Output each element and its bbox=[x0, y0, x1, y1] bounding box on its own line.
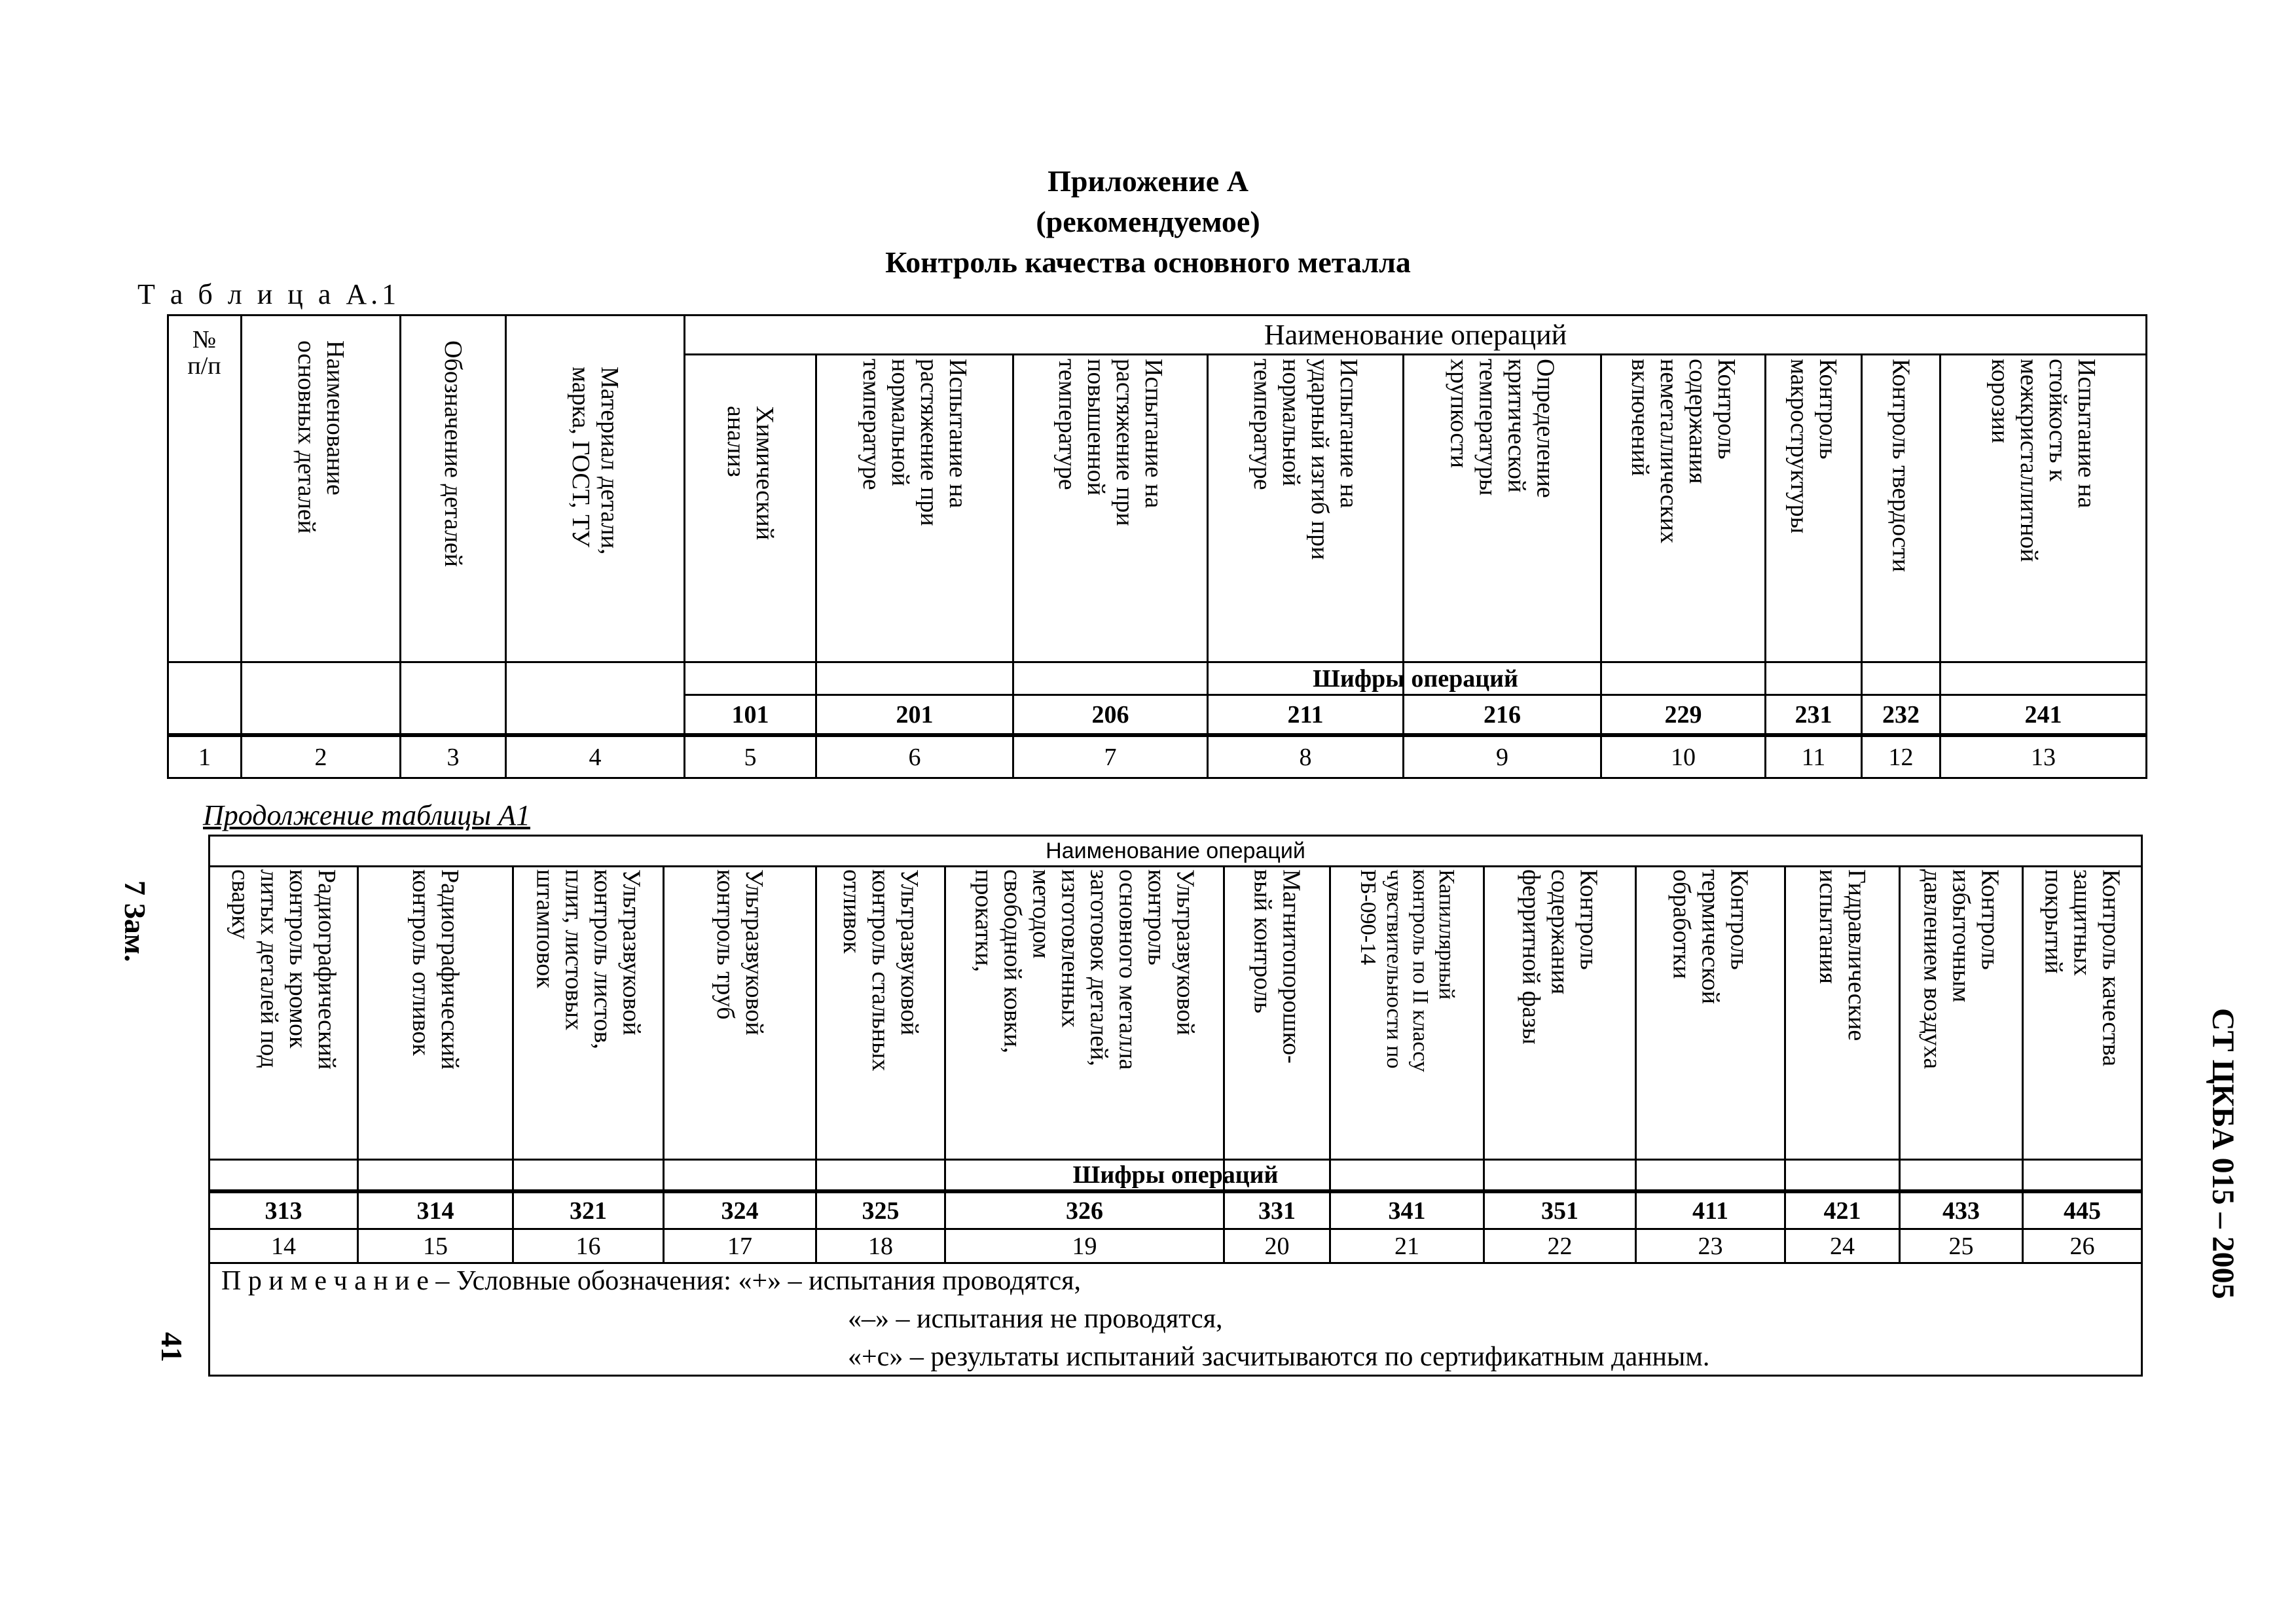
op-hardness: Контроль твердости bbox=[1887, 359, 1915, 572]
op-nonmetallic-inclusions: Контроль содержания неметаллических включений bbox=[1626, 359, 1740, 544]
op-hydraulic-tests: Гидравлические испытания bbox=[1814, 869, 1870, 1041]
op-ultrasonic-sheets: Ультразвуковой контроль листов, плит, листовых штамповок bbox=[531, 869, 646, 1049]
page-number: 41 bbox=[155, 1332, 189, 1362]
op-ultrasonic-base-metal: Ультразвуковой контроль основного металла заготовок деталей, изготовленных методом свободной ковки, прокатки, bbox=[970, 869, 1199, 1070]
op-capillary: Капиллярный контроль по II классу чувствительности по РБ-090-14 bbox=[1356, 869, 1459, 1072]
op-ultrasonic-pipes: Ультразвуковой контроль труб bbox=[712, 869, 768, 1036]
column-number: 8 bbox=[1299, 744, 1312, 771]
column-number: 14 bbox=[271, 1232, 296, 1260]
col-header-designation: Обозначение деталей bbox=[439, 340, 467, 568]
table-label: Т а б л и ц а А.1 bbox=[137, 278, 401, 310]
cipher-cell: 325 bbox=[862, 1197, 900, 1225]
col-header-material: Материал детали, марка, ГОСТ, ТУ bbox=[567, 367, 623, 555]
column-number: 26 bbox=[2069, 1232, 2095, 1260]
op-radiographic-edges: Радиографический контроль кромок литых деталей под сварку bbox=[227, 869, 340, 1070]
cipher-cell: 101 bbox=[731, 700, 769, 729]
note-line-3: «+с» – результаты испытаний засчитываются по сертификатным данным. bbox=[848, 1342, 1710, 1372]
column-number: 9 bbox=[1496, 744, 1508, 771]
cipher-cell: 229 bbox=[1664, 700, 1702, 729]
column-number: 7 bbox=[1104, 744, 1117, 771]
cipher-cell: 421 bbox=[1823, 1197, 1861, 1225]
note-line-2: «–» – испытания не проводятся, bbox=[848, 1304, 1223, 1334]
cipher-cell: 331 bbox=[1258, 1197, 1296, 1225]
op-coatings: Контроль качества защитных покрытий bbox=[2039, 869, 2125, 1067]
op-magnetic-particle: Магнитопорошко- вый контроль bbox=[1248, 869, 1305, 1064]
column-number: 19 bbox=[1072, 1232, 1097, 1260]
column-number: 12 bbox=[1888, 744, 1914, 771]
change-mark: 7 Зам. bbox=[118, 880, 152, 962]
op-radiographic-castings: Радиографический контроль отливок bbox=[407, 869, 464, 1070]
column-number: 20 bbox=[1264, 1232, 1290, 1260]
column-number: 23 bbox=[1698, 1232, 1723, 1260]
column-number: 18 bbox=[868, 1232, 893, 1260]
column-number: 24 bbox=[1830, 1232, 1855, 1260]
appendix-subtitle: (рекомендуемое) bbox=[1036, 205, 1260, 238]
cipher-cell: 351 bbox=[1541, 1197, 1578, 1225]
op-air-pressure: Контроль избыточным давлением воздуха bbox=[1918, 869, 2004, 1070]
ciphers-header: Шифры операций bbox=[1072, 1161, 1279, 1189]
op-tensile-normal: Испытание на растяжение при нормальной температуре bbox=[858, 359, 972, 526]
cipher-cell: 341 bbox=[1388, 1197, 1426, 1225]
column-number: 25 bbox=[1948, 1232, 1974, 1260]
column-number: 13 bbox=[2031, 744, 2056, 771]
note-line-1: П р и м е ч а н и е – Условные обозначения: «+» – испытания проводятся, bbox=[221, 1266, 1082, 1296]
cipher-cell: 411 bbox=[1692, 1197, 1728, 1225]
op-ultrasonic-castings: Ультразвуковой контроль стальных отливок bbox=[838, 869, 923, 1072]
column-number: 5 bbox=[744, 744, 757, 771]
op-chemical-analysis: Химический анализ bbox=[722, 406, 778, 541]
cipher-cell: 231 bbox=[1795, 700, 1832, 729]
cipher-cell: 201 bbox=[896, 700, 934, 729]
column-number: 3 bbox=[446, 744, 460, 771]
cipher-cell: 211 bbox=[1287, 700, 1324, 729]
column-number: 15 bbox=[423, 1232, 448, 1260]
cipher-cell: 206 bbox=[1091, 700, 1129, 729]
cipher-cell: 241 bbox=[2024, 700, 2062, 729]
cipher-cell: 232 bbox=[1882, 700, 1920, 729]
ciphers-header: Шифры операций bbox=[1313, 664, 1518, 693]
column-number: 2 bbox=[314, 744, 327, 771]
op-brittleness-temperature: Определение критической температуры хрупкости bbox=[1445, 359, 1559, 498]
column-number: 22 bbox=[1547, 1232, 1573, 1260]
op-macrostructure: Контроль макроструктуры bbox=[1785, 359, 1842, 534]
col-header-number: № п/п bbox=[187, 326, 221, 380]
column-number: 16 bbox=[575, 1232, 601, 1260]
document-code: СТ ЦКБА 015 – 2005 bbox=[2206, 1008, 2240, 1299]
cipher-cell: 313 bbox=[264, 1197, 302, 1225]
column-number: 21 bbox=[1394, 1232, 1419, 1260]
column-number: 11 bbox=[1801, 744, 1826, 771]
operations-header: Наименование операций bbox=[1264, 319, 1567, 351]
column-number: 6 bbox=[908, 744, 921, 771]
operations-header: Наименование операций bbox=[1046, 839, 1305, 863]
appendix-heading: Контроль качества основного металла bbox=[885, 245, 1411, 279]
column-number: 17 bbox=[727, 1232, 752, 1260]
column-number: 4 bbox=[589, 744, 602, 771]
column-number: 1 bbox=[198, 744, 211, 771]
op-intercrystalline-corrosion: Испытание на стойкость к межкристаллитной корозии bbox=[1986, 359, 2100, 562]
cipher-cell: 216 bbox=[1484, 700, 1521, 729]
continuation-label: Продолжение таблицы А1 bbox=[203, 799, 530, 831]
op-heat-treatment: Контроль термической обработки bbox=[1667, 869, 1753, 1004]
appendix-title: Приложение А bbox=[1048, 164, 1248, 198]
op-tensile-elevated: Испытание на растяжение при повышенной температуре bbox=[1053, 359, 1167, 526]
col-header-part-name: Наименование основных деталей bbox=[293, 340, 349, 534]
cipher-cell: 314 bbox=[416, 1197, 454, 1225]
cipher-cell: 445 bbox=[2064, 1197, 2101, 1225]
cipher-cell: 326 bbox=[1066, 1197, 1103, 1225]
op-ferrite-phase: Контроль содержания ферритной фазы bbox=[1517, 869, 1603, 1045]
column-number: 10 bbox=[1671, 744, 1696, 771]
cipher-cell: 321 bbox=[570, 1197, 607, 1225]
cipher-cell: 324 bbox=[721, 1197, 759, 1225]
cipher-cell: 433 bbox=[1942, 1197, 1980, 1225]
op-impact-bend: Испытание на ударный изгиб при нормальной температуре bbox=[1248, 359, 1362, 560]
